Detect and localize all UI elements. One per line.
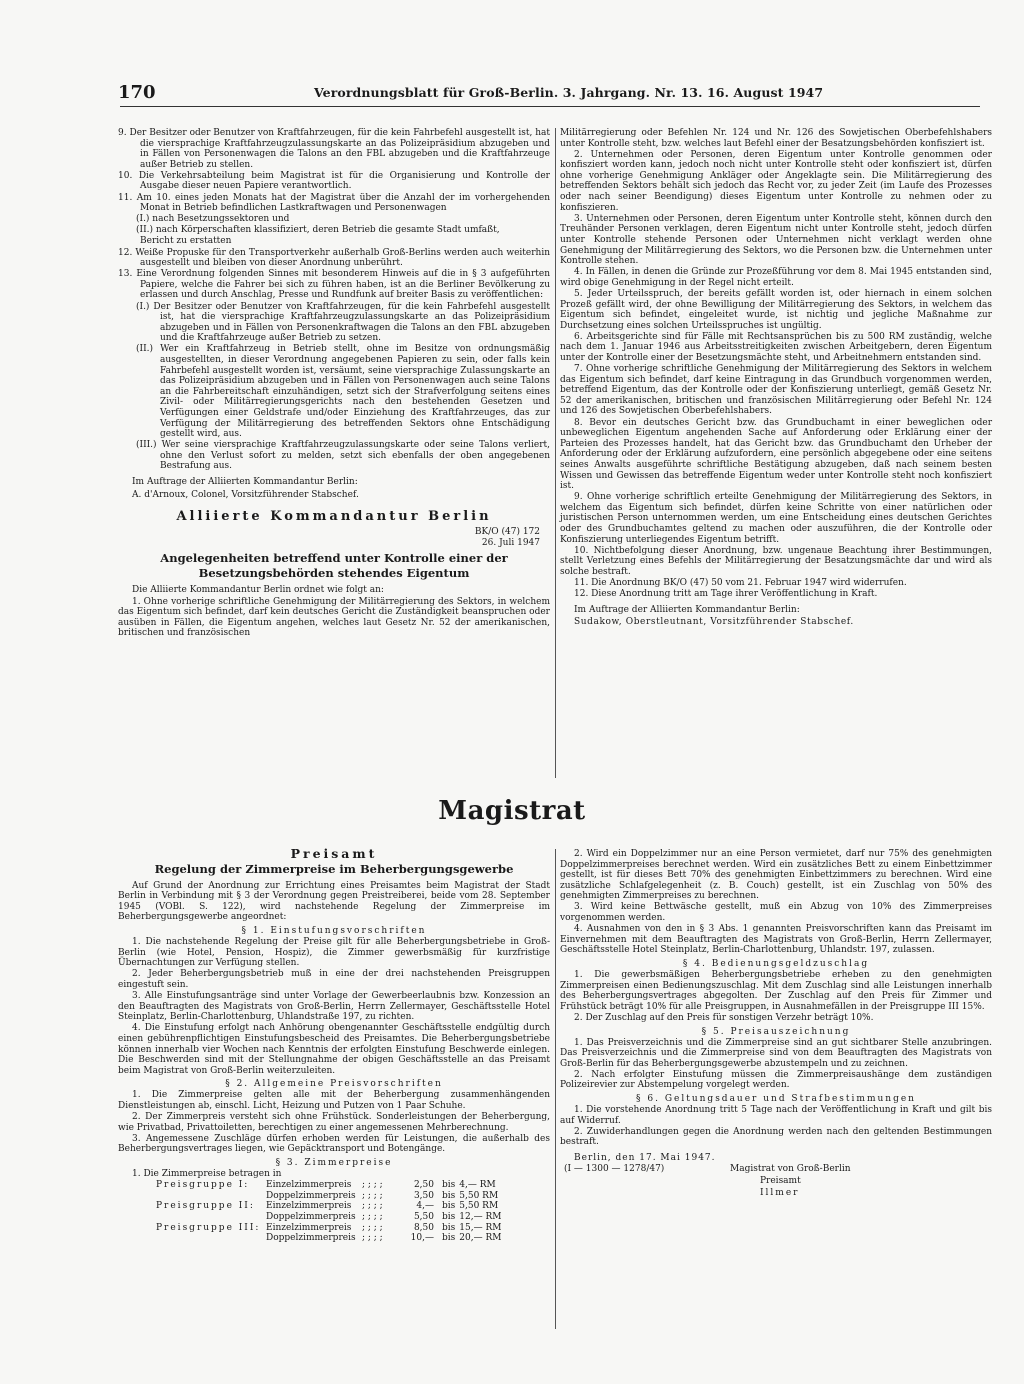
paragraph: 1. Die vorstehende Anordnung tritt 5 Tage nach der Veröffentlichung in Kraft und gilt bis auf Widerruf. <box>560 1105 992 1126</box>
paragraph: 2. Unternehmen oder Personen, deren Eigentum unter Kontrolle genommen oder konfisziert worden kann, jedoch noch nicht unter Kontrolle steht oder konfisziert ist, dürfen ohne vorherige Genehmigung Ankläger oder Angeklagte sein. Die Militärregierung des betreffenden Sektors behält sich jedoch das Recht vor, zu jeder Zeit (im Laufe des Prozesses oder nach seiner Beendigung) dieses Eigentum unter Kontrolle zu nehmen oder zu konfiszieren. <box>560 149 992 213</box>
paragraph: 11. Die Anordnung BK/O (47) 50 vom 21. Februar 1947 wird widerrufen. <box>574 577 907 588</box>
price-group <box>156 1212 266 1223</box>
paragraph: 1. Das Preisverzeichnis und die Zimmerpreise sind an gut sichtbarer Stelle anzubringen. Das Preisverzeichnis und die Zimmerpreise sind von dem Beauftragten des Magistrats von Groß-Berlin für das Beherbergungsgewerbe abzustempeln und zu zeichnen. <box>560 1037 992 1069</box>
paragraph: 2. Der Zimmerpreis versteht sich ohne Frühstück. Sonderleistungen der Beherbergung, wie Privatbad, Privattoiletten, berechtigen zu einer angemessenen Mehrberechnung. <box>118 1112 550 1133</box>
room-type: Einzelzimmerpreis <box>266 1201 352 1212</box>
paragraph: 3. Alle Einstufungsanträge sind unter Vorlage der Gewerbeerlaubnis bzw. Konzession an den Beauftragten des Magistrats von Groß-Berlin, Herrn Zellermayer, Geschäftsstelle Hotel Steinplatz, Berlin-Charlottenburg, Uhlandstraße 197, zu richten. <box>118 991 550 1023</box>
price-from: 10,— <box>410 1233 434 1244</box>
price-to: 12,— RM <box>459 1211 502 1222</box>
paragraph: 8. Bevor ein deutsches Gericht bzw. das Grundbuchamt in einer beweglichen oder unbeweglichen Eigentum angehenden Sache auf Anforderung oder Erklärung einer der Parteien des Prozesses handelt, hat das Gericht bzw. das Grundbuchamt den Urheber der Anforderung oder der Erklärung aufzufordern, eine persönlich abgegebene oder eine seitens seines Anwalts ausgeführte schriftliche Bestätigung abzugeben, daß nach seinem besten Wissen und Gewissen das betreffende Eigentum weder unter Kontrolle steht noch konfisziert ist. <box>560 417 992 492</box>
list-item-cont: Bericht zu erstatten <box>140 236 232 247</box>
price-from: 2,50 <box>413 1180 434 1191</box>
price-from: 8,50 <box>413 1222 434 1233</box>
sub-item: (II.) nach Körperschaften klassifiziert, deren Betrieb die gesamte Stadt umfaßt, <box>136 225 500 236</box>
section-title: § 5. Preisauszeichnung <box>701 1026 851 1037</box>
paragraph: 3. Wird keine Bettwäsche gestellt, muß ein Abzug von 10% des Zimmerpreises vorgenommen werden. <box>560 902 992 924</box>
price-table <box>156 1180 505 1244</box>
paragraph: Auf Grund der Anordnung zur Errichtung eines Preisamtes beim Magistrat der Stadt Berlin in Verbindung mit § 3 der Verordnung gegen Preistreiberei, beide vom 28. September 1945 (VOBl. S. 122), wird nachstehende Regelung der Zimmerpreise im Beherbergungsgewerbe angeordnet: <box>118 880 550 923</box>
table-row <box>156 1212 505 1223</box>
room-type: Einzelzimmerpreis <box>266 1222 352 1233</box>
page-header <box>118 82 824 104</box>
header-rule <box>120 106 980 107</box>
bis-label: bis <box>442 1190 456 1201</box>
section-title: § 4. Bedienungsgeldzuschlag <box>682 958 870 969</box>
table-row <box>156 1191 505 1202</box>
signature-line: A. d'Arnoux, Colonel, Vorsitzführender Stabschef. <box>132 489 359 500</box>
sub-item: (III.) Wer seine viersprachige Kraftfahrzeugzulassungskarte oder seine Talons verliert, ohne den Verlust sofort zu melden, setzt sich ebenfalls der oben angegebenen Bestrafung aus. <box>136 440 550 472</box>
dots: ; ; ; ; <box>362 1222 383 1233</box>
price-group: Preisgruppe II: <box>156 1201 255 1212</box>
price-to: 20,— RM <box>459 1233 502 1244</box>
price-group: Preisgruppe I: <box>156 1180 250 1191</box>
room-type: Doppelzimmerpreis <box>266 1211 356 1222</box>
price-from: 3,50 <box>413 1190 434 1201</box>
bis-label: bis <box>442 1201 456 1212</box>
sub-item: (I.) Der Besitzer oder Benutzer von Kraftfahrzeugen, für die kein Fahrbefehl ausgestellt ist, hat die viersprachige Kraftfahrzeugzulassungskarte an das Polizeipräsidium abzugeben und in Fällen von Personenkraftwagen die Talons an den FBL abzugeben und die Kraftfahrzeuge außer Betrieb zu setzen. <box>136 301 550 344</box>
paragraph: 1. Die gewerbsmäßigen Beherbergungsbetriebe erheben zu den genehmigten Zimmerpreisen einen Bedienungszuschlag. Mit dem Zuschlag sind alle Leistungen innerhalb des Beherbergungsvertrages abgegolten. Der Zuschlag auf den Preis für Zimmer und Frühstück beträgt 10% für alle Preisgruppen, in Ausnahmefällen in der Preisgruppe III 15%. <box>560 970 992 1012</box>
right-column-top <box>560 128 992 628</box>
bis-label: bis <box>442 1211 456 1222</box>
sub-item: (II.) Wer ein Kraftfahrzeug in Betrieb stellt, ohne im Besitze von ordnungsmäßig ausgestellten, in dieser Verordnung angegebenen Papieren zu sein, oder falls kein Fahrbefehl ausgestellt worden ist, versäumt, seine viersprachige Zulassungskarte an das Polizeipräsidium abzugeben und in Fällen von Personenwagen auch seine Talons an die Fahrbereitschaft einzuhändigen, setzt sich der Strafverfolgung seitens eines Zivil- oder Militärregierungsgerichts nach den bestehenden Gesetzen und Verfügungen einer Geldstrafe und/oder Einziehung des Kraftfahrzeuges, das zur Verfügung der Militärregierung des betreffenden Sektors ohne Entschädigung gestellt wird, aus. <box>136 344 550 440</box>
price-to: 4,— RM <box>459 1180 496 1191</box>
paragraph: 1. Ohne vorherige schriftliche Genehmigung der Militärregierung des Sektors, in welchem das Eigentum sich befindet, darf kein deutsches Gericht die Zuständigkeit beanspruchen oder ausüben in Fällen, die Eigentum angehen, welches laut Gesetz Nr. 52 der amerikanischen, britischen und französischen <box>118 596 550 639</box>
table-row <box>156 1201 505 1212</box>
room-type: Doppelzimmerpreis <box>266 1233 356 1244</box>
kommandantur-title: Alliierte Kommandantur Berlin <box>176 509 492 525</box>
file-reference: (I — 1300 — 1278/47) <box>564 1164 665 1175</box>
paragraph: 1. Die Zimmerpreise gelten alle mit der Beherbergung zusammenhängenden Dienstleistungen ab, einschl. Licht, Heizung und Putzen von 1 Paar Schuhe. <box>118 1090 550 1111</box>
page-number: 170 <box>118 82 156 103</box>
reference-number: BK/O (47) 172 <box>474 526 540 537</box>
room-type: Doppelzimmerpreis <box>266 1190 356 1201</box>
signer: Illmer <box>760 1188 800 1199</box>
paragraph: 3. Angemessene Zuschläge dürfen erhoben werden für Leistungen, die außerhalb des Beherbergungsvertrages liegen, wie Gepäcktransport und Botengänge. <box>118 1133 550 1155</box>
price-group <box>156 1191 266 1202</box>
intro-text: Die Alliierte Kommandantur Berlin ordnet wie folgt an: <box>132 585 384 596</box>
place-date: Berlin, den 17. Mai 1947. <box>574 1153 716 1164</box>
bis-label: bis <box>442 1233 456 1244</box>
paragraph: 2. Der Zuschlag auf den Preis für sonstigen Verzehr beträgt 10%. <box>574 1012 874 1023</box>
dots: ; ; ; ; <box>362 1211 383 1222</box>
preisamt-title: Preisamt <box>290 846 378 861</box>
table-row <box>156 1233 505 1244</box>
price-from: 5,50 <box>413 1211 434 1222</box>
list-item: 10. Die Verkehrsabteilung beim Magistrat ist für die Organisierung und Kontrolle der Ausgabe dieser neuen Papiere verantwortlich. <box>118 170 550 192</box>
paragraph: 5. Jeder Urteilsspruch, der bereits gefällt worden ist, oder hiernach in einem solchen Prozeß gefällt wird, der ohne Bewilligung der Militärregierung des Sektors, in welchem das Eigentum sich befindet, eingeleitet wurde, ist nichtig und jegliche Maßnahme zur Durchsetzung eines solchen Urteilsspruches ist ungültig. <box>560 288 992 331</box>
list-item: 12. Weiße Propuske für den Transportverkehr außerhalb Groß-Berlins werden auch weiterhin ausgestellt und bleiben von dieser Anordnung unberührt. <box>118 247 550 269</box>
paragraph: 2. Wird ein Doppelzimmer nur an eine Person vermietet, darf nur 75% des genehmigten Doppelzimmerpreises berechnet werden. Wird ein zusätzliches Bett zu einem Einbettzimmer gestellt, ist für dieses Bett 70% des genehmigten Einbettzimmers zu berechnen. Wird eine zusätzliche Schlafgelegenheit (z. B. Couch) gestellt, ist ein Zuschlag von 50% des genehmigten Zimmerpreises zu berechnen. <box>560 849 992 902</box>
price-from: 4,— <box>416 1201 434 1212</box>
signature-line: Sudakow, Oberstleutnant, Vorsitzführender Stabschef. <box>574 617 854 628</box>
section-title: § 1. Einstufungsvorschriften <box>241 925 427 936</box>
paragraph: 4. In Fällen, in denen die Gründe zur Prozeßführung vor dem 8. Mai 1945 entstanden sind, wird obige Genehmigung in der Regel nicht erteilt. <box>560 267 992 288</box>
list-item: 13. Eine Verordnung folgenden Sinnes mit besonderem Hinweis auf die in § 3 aufgeführten Papiere, welche die Fahrer bei sich zu führen haben, ist an die Berliner Bevölkerung zu erlassen und durch Anschlag, Presse und Rundfunk auf breiter Basis zu veröffentlichen: <box>118 269 550 301</box>
paragraph: 12. Diese Anordnung tritt am Tage ihrer Veröffentlichung in Kraft. <box>574 589 878 600</box>
section-heading: Angelegenheiten betreffend unter Kontrolle einer der Besetzungsbehörden stehendes Eigentum <box>160 551 508 581</box>
signature-block <box>560 1164 992 1206</box>
paragraph: 3. Unternehmen oder Personen, deren Eigentum unter Kontrolle steht, können durch den Treuhänder Personen verklagen, deren Eigentum nicht unter Kontrolle steht, jedoch dürfen unter Kontrolle stehende Personen oder Unternehmen nicht verklagt werden ohne Genehmigung der Militärregierung des Sektors, wo die Personen bzw. die Unternehmen unter Kontrolle stehen. <box>560 213 993 267</box>
price-to: 5,50 RM <box>459 1201 499 1212</box>
price-group: Preisgruppe III: <box>156 1222 261 1233</box>
left-column-bottom <box>118 846 550 1244</box>
list-item: 11. Am 10. eines jeden Monats hat der Magistrat über die Anzahl der im vorhergehenden Monat in Betrieb befindlichen Lastkraftwagen und Personenwagen <box>118 192 550 214</box>
journal-title: Verordnungsblatt für Groß-Berlin. 3. Jahrgang. Nr. 13. 16. August 1947 <box>314 85 824 100</box>
section-title: § 6. Geltungsdauer und Strafbestimmungen <box>636 1094 916 1105</box>
paragraph: Militärregierung oder Befehlen Nr. 124 und Nr. 126 des Sowjetischen Oberbefehlshabers unter Kontrolle steht, bzw. welches laut Befehl einer der Besatzungsbehörden konfisziert ist. <box>560 128 992 149</box>
section-title: § 2. Allgemeine Preisvorschriften <box>225 1079 443 1090</box>
issuer: Magistrat von Groß-Berlin <box>730 1164 851 1175</box>
table-row <box>156 1180 505 1191</box>
paragraph: 2. Zuwiderhandlungen gegen die Anordnung werden nach den geltenden Bestimmungen bestraft. <box>560 1126 992 1148</box>
left-column-top <box>118 128 550 639</box>
paragraph: 9. Ohne vorherige schriftlich erteilte Genehmigung der Militärregierung des Sektors, in welchem das Eigentum sich befindet, dürfen keine Schritte von einer natürlichen oder juristischen Person unternommen werden, um eine Entscheidung eines deutschen Gerichtes oder des Grundbuchamtes geltend zu machen oder auszuführen, die der Kontrolle oder Konfiszierung unterliegendes Eigentum betrifft. <box>560 492 992 545</box>
section-title: § 3. Zimmerpreise <box>275 1157 393 1168</box>
reference-date: 26. Juli 1947 <box>481 537 540 548</box>
room-type: Einzelzimmerpreis <box>266 1180 352 1191</box>
paragraph: 7. Ohne vorherige schriftliche Genehmigung der Militärregierung des Sektors in welchem das Eigentum sich befindet, darf keine Eintragung in das Grundbuch vorgenommen werden, betreffend Eigentum, das der Kontrolle oder der Konfiszierung unterliegt, gemäß Gesetz Nr. 52 der amerikanischen, britischen und französischen Militärregierung oder Befehl Nr. 124 und 126 des Sowjetischen Oberbefehlshabers. <box>560 364 992 417</box>
price-group <box>156 1233 266 1244</box>
paragraph: 1. Die Zimmerpreise betragen in <box>132 1169 282 1180</box>
auftrag-line: Im Auftrage der Alliierten Kommandantur Berlin: <box>574 604 800 615</box>
price-to: 15,— RM <box>459 1222 502 1233</box>
paragraph: 1. Die nachstehende Regelung der Preise gilt für alle Beherbergungsbetriebe in Groß-Berlin (wie Hotel, Pension, Hospiz), die Zimmer gewerbsmäßig für kurzfristige Übernachtungen zur Verfügung stellen. <box>118 937 550 969</box>
price-to: 5,50 RM <box>459 1190 499 1201</box>
sub-item: (I.) nach Besetzungssektoren und <box>136 214 290 225</box>
paragraph: 10. Nichtbefolgung dieser Anordnung, bzw. ungenaue Beachtung ihrer Bestimmungen, stellt Verletzung eines Befehls der Militärregierung der Besatzungsmächte dar und wird als solche bestraft. <box>560 545 992 577</box>
bis-label: bis <box>442 1180 456 1191</box>
column-divider <box>555 128 556 778</box>
dots: ; ; ; ; <box>362 1190 383 1201</box>
paragraph: 2. Nach erfolgter Einstufung müssen die Zimmerpreisaushänge dem zuständigen Polizeirevier zur Abstempelung vorgelegt werden. <box>560 1069 992 1091</box>
right-column-bottom <box>560 849 992 1206</box>
magistrat-heading: Magistrat <box>438 796 586 826</box>
dots: ; ; ; ; <box>362 1180 383 1191</box>
list-item: 9. Der Besitzer oder Benutzer von Kraftfahrzeugen, für die kein Fahrbefehl ausgestellt ist, hat die viersprachige Kraftfahrzeugzulassungskarte an das Polizeipräsidium abzugeben und in Fällen von Personenwagen die Talons an den FBL abzugeben und die Kraftfahrzeuge außer Betrieb zu stellen. <box>118 128 550 170</box>
dots: ; ; ; ; <box>362 1233 383 1244</box>
issuer-office: Preisamt <box>760 1176 801 1187</box>
bis-label: bis <box>442 1222 456 1233</box>
paragraph: 4. Ausnahmen von den in § 3 Abs. 1 genannten Preisvorschriften kann das Preisamt im Einvernehmen mit dem Beauftragten des Magistrats von Groß-Berlin, Herrn Zellermayer, Geschäftsstelle Hotel Steinplatz, Berlin-Charlottenburg, Uhlandstr. 197, zulassen. <box>560 924 992 956</box>
paragraph: 2. Jeder Beherbergungsbetrieb muß in eine der drei nachstehenden Preisgruppen eingestuft sein. <box>118 969 550 990</box>
table-row <box>156 1223 505 1234</box>
dots: ; ; ; ; <box>362 1201 383 1212</box>
paragraph: 6. Arbeitsgerichte sind für Fälle mit Rechtsansprüchen bis zu 500 RM zuständig, welche nach dem 1. Januar 1946 aus Arbeitsstreitigkeiten zwischen Arbeitgebern, deren Eigentum unter der Kontrolle einer der Besetzungsmächte steht, und Arbeitnehmern entstanden sind. <box>560 331 992 363</box>
paragraph: 4. Die Einstufung erfolgt nach Anhörung obengenannter Geschäftsstelle endgültig durch einen gebührenpflichtigen Einstufungsbescheid des Preisamtes. Die Beherbergungsbetriebe können innerhalb vier Wochen nach Kenntnis der erfolgten Einstufung Beschwerde einlegen. Die Beschwerden sind mit der Stellungnahme der obigen Geschäftsstelle an das Preisamt beim Magistrat von Groß-Berlin weiterzuleiten. <box>118 1023 550 1076</box>
regulation-title: Regelung der Zimmerpreise im Beherbergungsgewerbe <box>154 861 514 876</box>
auftrag-line: Im Auftrage der Alliierten Kommandantur Berlin: <box>132 477 358 487</box>
column-divider <box>555 849 556 1329</box>
